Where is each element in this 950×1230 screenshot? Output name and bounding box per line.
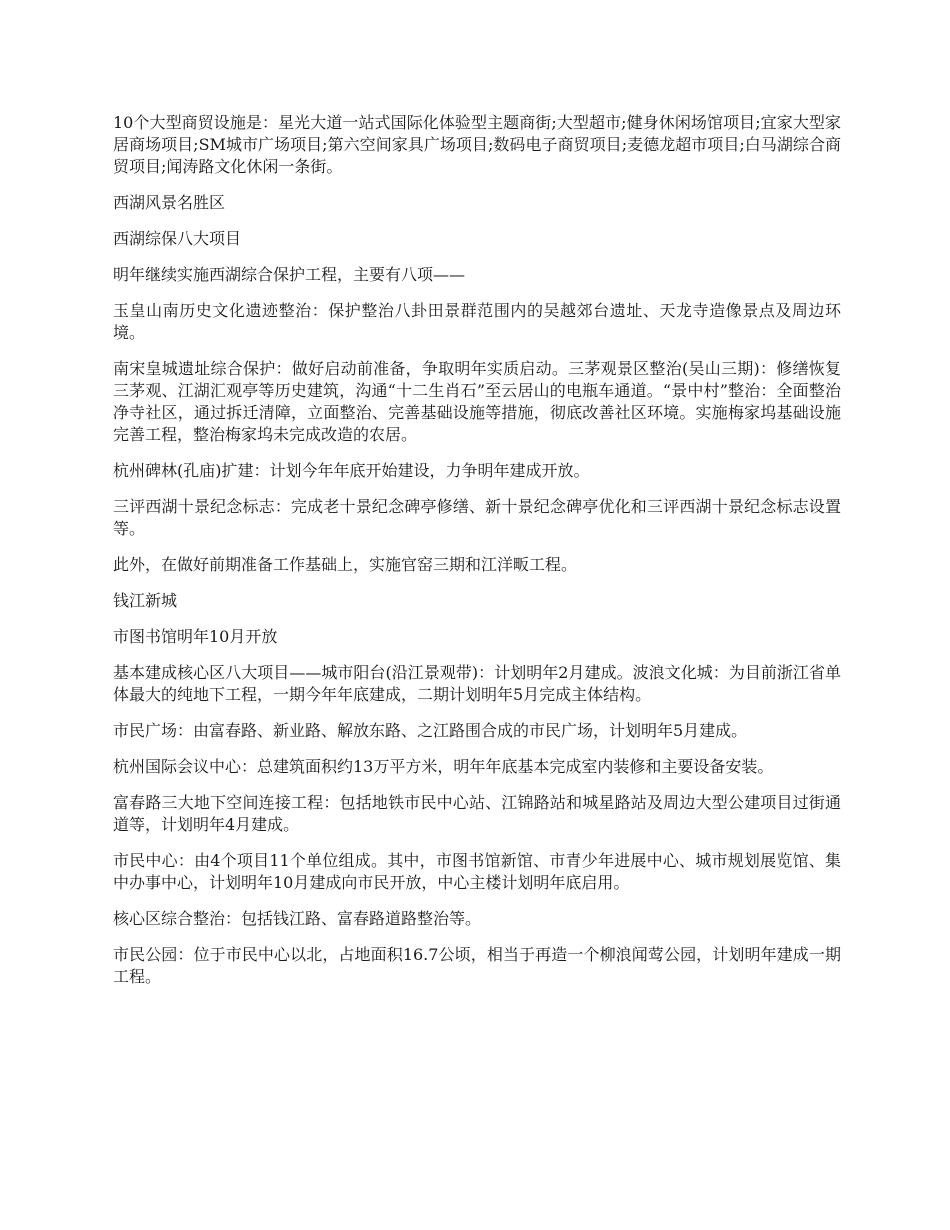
paragraph-citizen-center: 市民中心：由4个项目11个单位组成。其中，市图书馆新馆、市青少年进展中心、城市规划展览馆、集中办事中心，计划明年10月建成向市民开放，中心主楼计划明年底启用。 (113, 851, 841, 892)
document-page (113, 112, 841, 1002)
paragraph-fuchun-road-underground: 富春路三大地下空间连接工程：包括地铁市民中心站、江锦路站和城星路站及周边大型公建项目过街通道等，计划明年4月建成。 (113, 793, 841, 834)
paragraph-citizen-park: 市民公园：位于市民中心以北，占地面积16.7公顷，相当于再造一个柳浪闻莺公园，计划明年建成一期工程。 (113, 945, 841, 986)
paragraph-core-area-projects: 基本建成核心区八大项目——城市阳台(沿江景观带)：计划明年2月建成。波浪文化城：为目前浙江省单体最大的纯地下工程，一期今年年底建成，二期计划明年5月完成主体结构。 (113, 663, 841, 704)
heading-qianjiang-new-city: 钱江新城 (113, 591, 178, 610)
paragraph-citizen-square: 市民广场：由富春路、新业路、解放东路、之江路围合成的市民广场，计划明年5月建成。 (113, 721, 748, 740)
paragraph-commercial-facilities: 10个大型商贸设施是：星光大道一站式国际化体验型主题商街;大型超市;健身休闲场馆项目;宜家大型家居商场项目;SM城市广场项目;第六空间家具广场项目;数码电子商贸项目;麦德龙超市项目;白马湖综合商贸项目;闻涛路文化休闲一条街。 (113, 113, 841, 176)
paragraph-west-lake-intro: 明年继续实施西湖综合保护工程，主要有八项—— (113, 265, 466, 284)
paragraph-core-area-renovation: 核心区综合整治：包括钱江路、富春路道路整治等。 (113, 909, 482, 928)
heading-library-opening: 市图书馆明年10月开放 (113, 627, 278, 646)
paragraph-ten-scenes-markers: 三评西湖十景纪念标志：完成老十景纪念碑亭修缮、新十景纪念碑亭优化和三评西湖十景纪念标志设置等。 (113, 497, 841, 538)
paragraph-conference-center: 杭州国际会议中心：总建筑面积约13万平方米，明年年底基本完成室内装修和主要设备安装。 (113, 757, 774, 776)
heading-west-lake-eight-projects: 西湖综保八大项目 (113, 229, 242, 248)
paragraph-guanyao-jiangyangfan: 此外，在做好前期准备工作基础上，实施官窑三期和江洋畈工程。 (113, 555, 578, 574)
paragraph-southern-song-palace: 南宋皇城遗址综合保护：做好启动前准备，争取明年实质启动。三茅观景区整治(吴山三期)：修缮恢复三茅观、江湖汇观亭等历史建筑，沟通“十二生肖石”至云居山的电瓶车通道。“景中村”整治：全面整治净寺社区，通过拆迁清障，立面整治、完善基础设施等措施，彻底改善社区环境。实施梅家坞基础设施完善工程，整治梅家坞未完成改造的农居。 (113, 359, 841, 444)
paragraph-stele-forest: 杭州碑林(孔庙)扩建：计划今年年底开始建设，力争明年建成开放。 (113, 461, 590, 480)
heading-west-lake-scenic-area: 西湖风景名胜区 (113, 193, 226, 212)
paragraph-yuhuang-mountain: 玉皇山南历史文化遗迹整治：保护整治八卦田景群范围内的吴越郊台遗址、天龙寺造像景点及周边环境。 (113, 301, 841, 342)
